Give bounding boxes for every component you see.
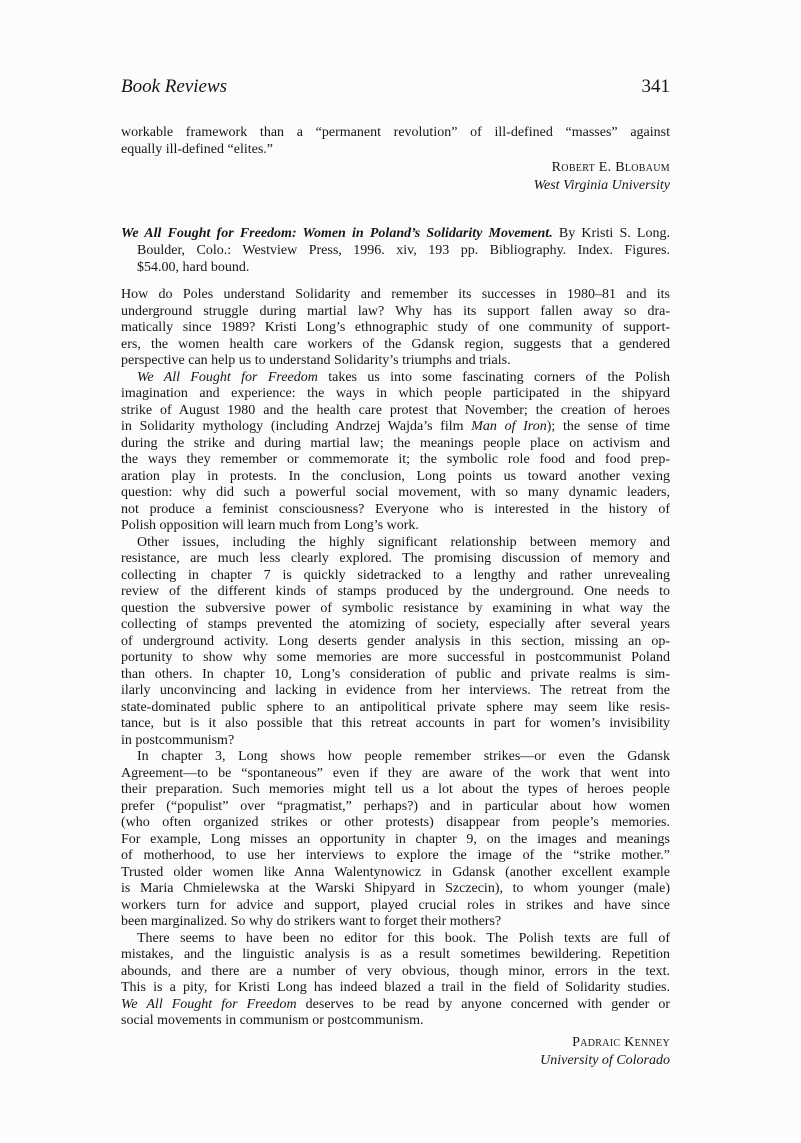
text-line bbox=[121, 304, 670, 321]
text-line bbox=[121, 617, 670, 634]
text-line bbox=[121, 848, 670, 865]
text-line bbox=[121, 683, 670, 700]
text-line bbox=[121, 733, 670, 750]
book-citation bbox=[121, 225, 670, 276]
text-line: equally ill-defined “elites.” bbox=[121, 142, 273, 157]
text-line bbox=[121, 320, 670, 337]
text-line bbox=[121, 667, 670, 684]
text-line bbox=[121, 535, 670, 552]
italic-title: Man of Iron bbox=[471, 419, 547, 434]
text-run: Other issues, including the highly significant relationship between memory and bbox=[137, 534, 670, 550]
text-run: This is a pity, for Kristi Long has indeed blazed a trail in the field of Solidarity studies. bbox=[121, 980, 670, 995]
text-line bbox=[121, 1013, 670, 1030]
price-binding: $54.00, hard bound. bbox=[137, 260, 250, 275]
text-line bbox=[121, 436, 670, 453]
text-run: of underground activity. Long deserts gender analysis in this section, missing an op- bbox=[121, 633, 670, 649]
text-line bbox=[121, 568, 670, 585]
italic-title: We All Fought for Freedom bbox=[137, 369, 318, 385]
text-run: In chapter 3, Long shows how people remember strikes—or even the Gdansk bbox=[137, 749, 670, 764]
text-run: For example, Long misses an opportunity in chapter 9, on the images and meanings bbox=[121, 831, 670, 847]
text-run: social movements in communism or postcommunism. bbox=[121, 1013, 424, 1028]
text-line bbox=[121, 997, 670, 1014]
text-line bbox=[121, 832, 670, 849]
text-line bbox=[121, 485, 670, 502]
text-run: strike of August 1980 and the health care protest that November; the creation of heroes bbox=[121, 402, 670, 418]
text-line bbox=[121, 898, 670, 915]
paragraph bbox=[121, 535, 670, 750]
text-run: of motherhood, to use her interviews to explore the image of the “strike mother.” bbox=[121, 848, 670, 863]
text-run: question the subversive power of symbolic resistance by examining in what way the bbox=[121, 600, 670, 616]
text-run: prefer (“populist” over “pragmatist,” perhaps?) and in particular about how women bbox=[121, 798, 670, 814]
text-line bbox=[121, 287, 670, 304]
text-run: been marginalized. So why do strikers want to forget their mothers? bbox=[121, 914, 502, 929]
text-run: matically since 1989? Kristi Long’s ethnographic study of one community of support- bbox=[121, 320, 670, 335]
text-run: in Solidarity mythology (including Andrzej Wajda’s film bbox=[121, 419, 472, 434]
running-head: Book Reviews bbox=[121, 76, 228, 97]
text-run: ); the sense of time bbox=[546, 419, 670, 434]
text-line bbox=[121, 980, 670, 997]
text-line bbox=[121, 865, 670, 882]
text-line bbox=[121, 634, 670, 651]
text-run: resistance, are much less clearly explored. The promising discussion of memory and bbox=[121, 551, 670, 566]
italic-title: We All Fought for Freedom bbox=[121, 996, 297, 1012]
text-run: takes us into some fascinating corners of the Polish bbox=[317, 369, 671, 385]
text-line bbox=[121, 749, 670, 766]
text-run: There seems to have been no editor for this book. The Polish texts are full of bbox=[137, 930, 670, 946]
text-line bbox=[121, 947, 670, 964]
text-run: the ways they remember or commemorate it; the symbolic role food and food prep- bbox=[121, 452, 670, 467]
paragraph bbox=[121, 749, 670, 931]
text-line bbox=[121, 518, 670, 535]
text-line bbox=[121, 716, 670, 733]
text-run: ilarly unconvincing and lacking in evidence from her interviews. The retreat from the bbox=[121, 683, 670, 698]
text-run: collecting of stamps prevented the atomizing of society, especially after several years bbox=[121, 617, 670, 632]
text-line bbox=[121, 419, 670, 436]
text-run: in postcommunism? bbox=[121, 732, 235, 748]
text-line bbox=[121, 881, 670, 898]
text-run: Trusted older women like Anna Walentynowicz in Gdansk (another excellent example bbox=[121, 864, 670, 880]
book-author: By Kristi S. Long. bbox=[552, 226, 670, 241]
text-run: mistakes, and the linguistic analysis is as a result sometimes bewildering. Repetition bbox=[121, 947, 670, 962]
text-run: (who often organized strikes or other protests) disappear from people’s memories. bbox=[121, 815, 670, 830]
text-line bbox=[121, 799, 670, 816]
text-line bbox=[121, 469, 670, 486]
paragraph bbox=[121, 370, 670, 535]
reviewer-affiliation: West Virginia University bbox=[533, 178, 670, 193]
text-run: Agreement—to be “spontaneous” even if they are aware of the work that went into bbox=[121, 765, 670, 781]
reviewer-name: Robert E. Blobaum bbox=[551, 160, 670, 175]
text-line bbox=[121, 914, 670, 931]
previous-reviewer-signature bbox=[534, 159, 670, 195]
text-line bbox=[121, 650, 670, 667]
text-line bbox=[121, 403, 670, 420]
text-line bbox=[121, 337, 670, 354]
text-run: deserves to be read by anyone concerned with gender or bbox=[296, 996, 670, 1012]
text-run: abounds, and there are a number of very obvious, though minor, errors in the text. bbox=[121, 963, 670, 979]
page-number: 341 bbox=[641, 76, 670, 97]
text-run: state-dominated public sphere to an antipolitical private sphere may seem like resis- bbox=[121, 699, 670, 715]
book-title: We All Fought for Freedom: Women in Poland’s Solidarity Movement. bbox=[121, 226, 553, 241]
text-run: review of the different kinds of stamps produced by the underground. One needs to bbox=[121, 584, 670, 599]
text-line bbox=[121, 782, 670, 799]
text-run: aration play in protests. In the conclusion, Long points us toward another vexing bbox=[121, 468, 670, 484]
text-run: during the strike and during martial law; the meanings people place on activism and bbox=[121, 435, 670, 451]
text-run: underground struggle during martial law? Why has its support fallen away so dra- bbox=[121, 303, 670, 319]
text-run: portunity to show why some memories are more successful in postcommunist Poland bbox=[121, 650, 670, 665]
text-run: How do Poles understand Solidarity and remember its successes in 1980–81 and its bbox=[121, 287, 670, 302]
text-line bbox=[121, 964, 670, 981]
text-line: workable framework than a “permanent revolution” of ill-defined “masses” against bbox=[121, 125, 670, 140]
text-run: question: why did such a powerful social movement, with so many dynamic leaders, bbox=[121, 485, 670, 500]
text-line bbox=[121, 700, 670, 717]
review-body bbox=[121, 287, 670, 1030]
text-line bbox=[121, 502, 670, 519]
paragraph bbox=[121, 931, 670, 1030]
text-run: is Maria Chmielewska at the Warski Shipyard in Szczecin), to whom younger (male) bbox=[121, 881, 670, 896]
previous-review-ending bbox=[121, 124, 670, 158]
text-line bbox=[121, 766, 670, 783]
text-line bbox=[121, 452, 670, 469]
text-line bbox=[121, 931, 670, 948]
text-line bbox=[121, 353, 670, 370]
text-run: imagination and experience: the ways in which people participated in the shipyard bbox=[121, 386, 670, 401]
text-run: their preparation. Such memories might tell us a lot about the types of heroes people bbox=[121, 782, 670, 797]
reviewer-affiliation: University of Colorado bbox=[540, 1053, 670, 1068]
reviewer-signature bbox=[540, 1034, 670, 1070]
text-run: Polish opposition will learn much from Long’s work. bbox=[121, 518, 419, 533]
text-line bbox=[121, 386, 670, 403]
text-line bbox=[121, 815, 670, 832]
text-run: than others. In chapter 10, Long’s consideration of public and private realms is sim- bbox=[121, 666, 670, 682]
reviewer-name: Padraic Kenney bbox=[572, 1035, 670, 1050]
text-run: workers turn for advice and support, played crucial roles in strikes and have since bbox=[121, 897, 670, 913]
publication-details: Boulder, Colo.: Westview Press, 1996. xiv, 193 pp. Bibliography. Index. Figures. bbox=[137, 243, 670, 258]
text-line bbox=[121, 551, 670, 568]
text-run: collecting in chapter 7 is quickly sidetracked to a lengthy and rather unrevealing bbox=[121, 567, 670, 583]
text-run: tance, but is it also possible that this retreat accounts in part for women’s invisibility bbox=[121, 716, 670, 731]
text-line bbox=[121, 601, 670, 618]
text-run: not produce a feminist consciousness? Everyone who is interested in the history of bbox=[121, 501, 670, 517]
text-run: perspective can help us to understand Solidarity’s triumphs and trials. bbox=[121, 353, 511, 368]
text-line bbox=[121, 584, 670, 601]
text-run: ers, the women health care workers of the Gdansk region, suggests that a gendered bbox=[121, 336, 670, 352]
text-line bbox=[121, 370, 670, 387]
paragraph bbox=[121, 287, 670, 370]
